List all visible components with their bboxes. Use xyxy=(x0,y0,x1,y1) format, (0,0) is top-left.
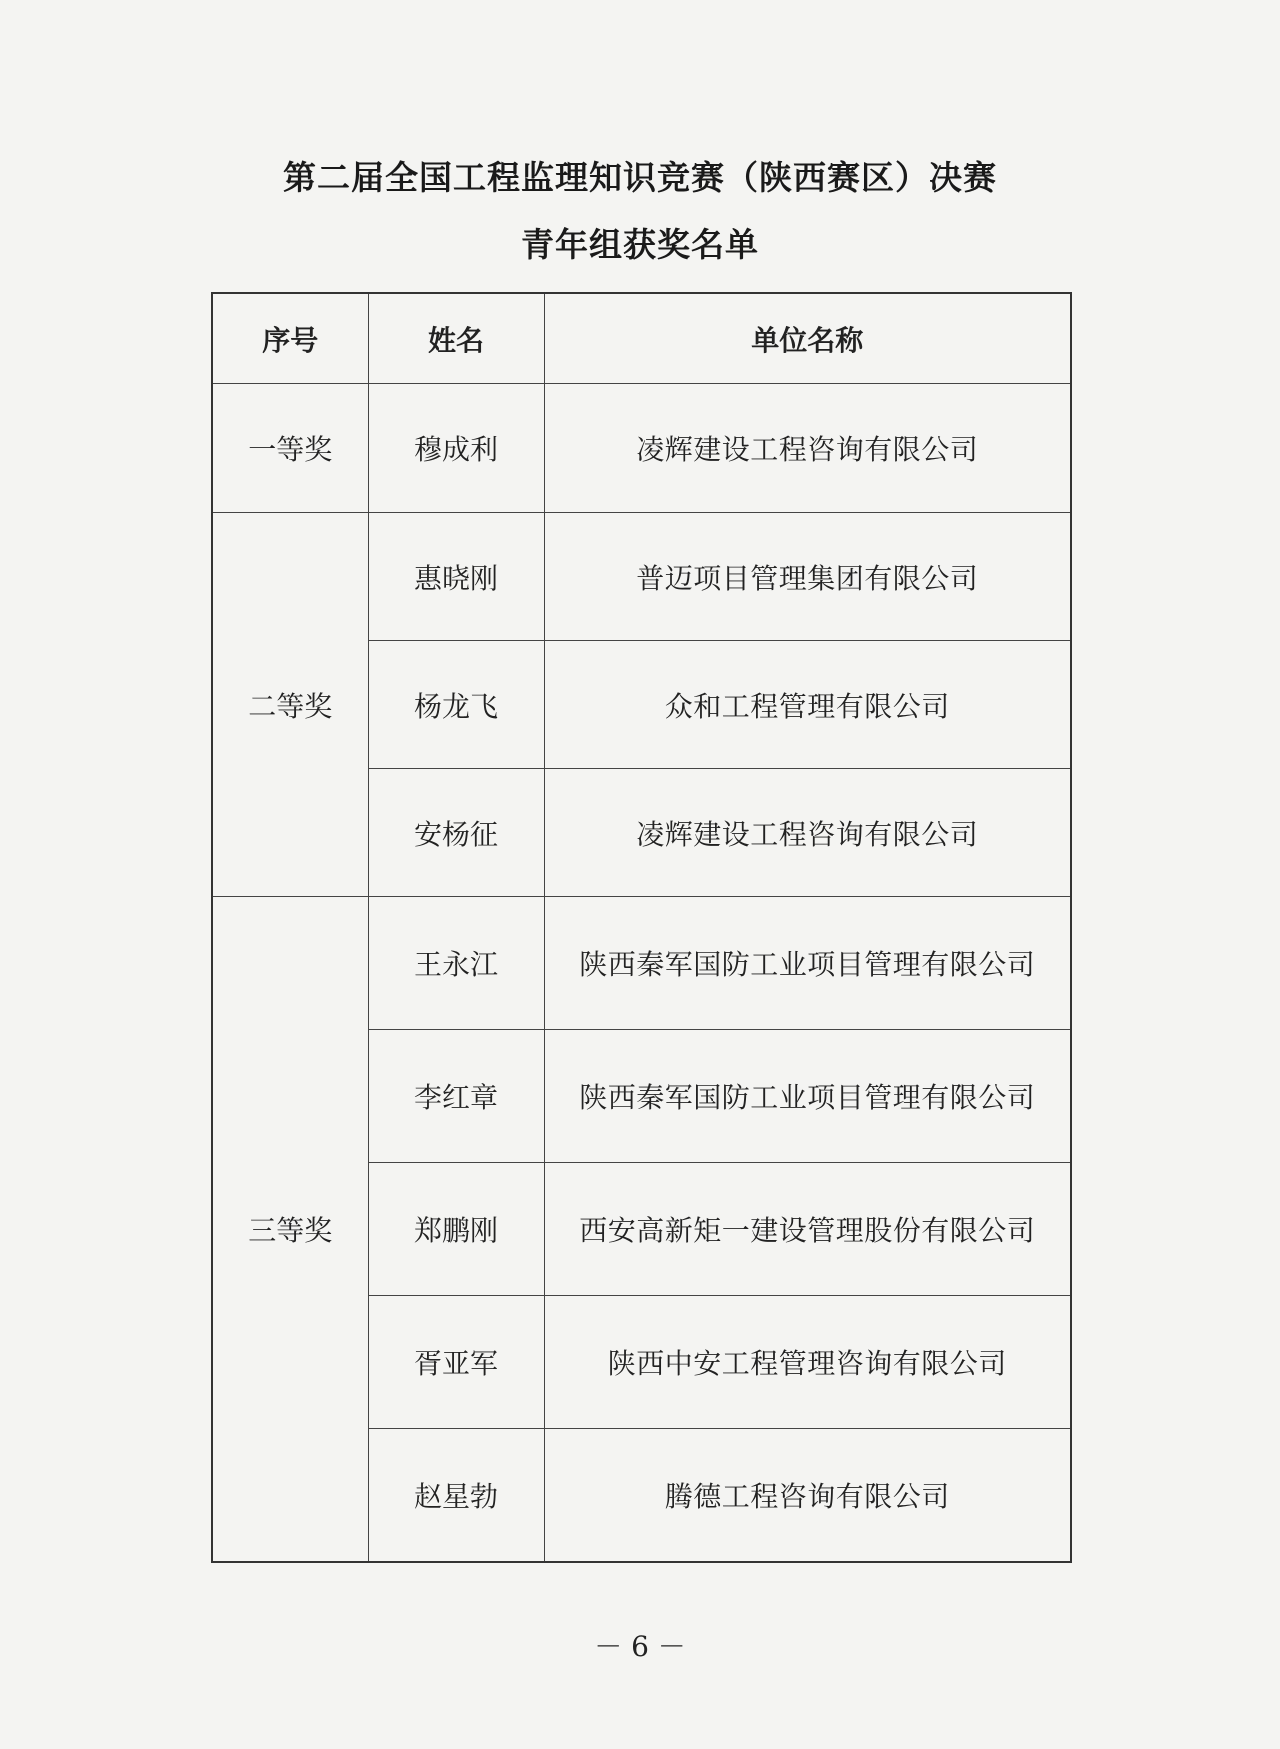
winner-company: 陕西中安工程管理咨询有限公司 xyxy=(544,1296,1071,1429)
winner-name: 穆成利 xyxy=(368,384,544,513)
winner-name: 郑鹏刚 xyxy=(368,1163,544,1296)
table-header-row xyxy=(212,293,1071,384)
table-row xyxy=(212,384,1071,513)
winner-name: 安杨征 xyxy=(368,769,544,897)
award-third: 三等奖 xyxy=(212,897,368,1562)
winner-name: 赵星勃 xyxy=(368,1429,544,1562)
winner-name: 杨龙飞 xyxy=(368,641,544,769)
winner-company: 腾德工程咨询有限公司 xyxy=(544,1429,1071,1562)
winner-company: 西安高新矩一建设管理股份有限公司 xyxy=(544,1163,1071,1296)
header-index: 序号 xyxy=(212,293,368,384)
winner-company: 陕西秦军国防工业项目管理有限公司 xyxy=(544,1030,1071,1163)
winner-company: 陕西秦军国防工业项目管理有限公司 xyxy=(544,897,1071,1030)
table-row xyxy=(212,513,1071,641)
winner-name: 王永江 xyxy=(368,897,544,1030)
document-title: 第二届全国工程监理知识竞赛（陕西赛区）决赛 xyxy=(283,158,997,197)
page-number: － 6 － xyxy=(594,1630,686,1663)
award-table xyxy=(211,292,1072,1563)
winner-name: 胥亚军 xyxy=(368,1296,544,1429)
winner-company: 凌辉建设工程咨询有限公司 xyxy=(544,384,1071,513)
header-company: 单位名称 xyxy=(544,293,1071,384)
winner-company: 普迈项目管理集团有限公司 xyxy=(544,513,1071,641)
award-second: 二等奖 xyxy=(212,513,368,897)
winner-company: 众和工程管理有限公司 xyxy=(544,641,1071,769)
winner-company: 凌辉建设工程咨询有限公司 xyxy=(544,769,1071,897)
award-first: 一等奖 xyxy=(212,384,368,513)
document-subtitle: 青年组获奖名单 xyxy=(521,225,759,264)
table-row xyxy=(212,897,1071,1030)
winner-name: 李红章 xyxy=(368,1030,544,1163)
header-name: 姓名 xyxy=(368,293,544,384)
winner-name: 惠晓刚 xyxy=(368,513,544,641)
